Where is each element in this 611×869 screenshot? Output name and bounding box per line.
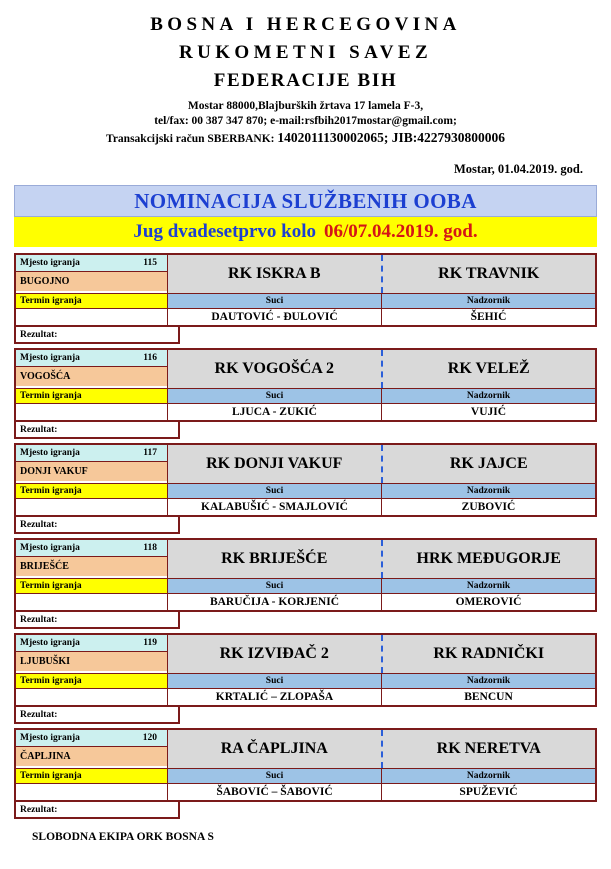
supervisor-value: ŠEHIĆ <box>382 309 595 325</box>
match-number: 120 <box>142 733 157 743</box>
city-name: DONJI VAKUF <box>16 462 167 481</box>
header-bank-account <box>14 130 597 146</box>
time-label: Termin igranja <box>16 579 168 593</box>
supervisor-value: BENCUN <box>382 689 595 705</box>
header-line-country: BOSNA I HERCEGOVINA <box>150 14 461 35</box>
place-label: Mjesto igranja <box>20 258 80 268</box>
place-label: Mjesto igranja <box>20 638 80 648</box>
supervisor-label: Nadzornik <box>382 484 595 498</box>
time-value <box>16 689 168 705</box>
result-label: Rezultat: <box>20 519 58 530</box>
time-value <box>16 404 168 420</box>
away-team: RK TRAVNIK <box>383 255 596 293</box>
referees-value: LJUCA - ZUKIĆ <box>168 404 382 420</box>
result-row <box>14 517 180 534</box>
referees-value: DAUTOVIĆ - ĐULOVIĆ <box>168 309 382 325</box>
city-name: BUGOJNO <box>16 272 167 291</box>
document-page <box>0 14 611 869</box>
away-team: RK JAJCE <box>383 445 596 483</box>
place-label-cell <box>16 540 167 557</box>
home-team: RK IZVIĐAČ 2 <box>168 635 383 673</box>
home-team: RK ISKRA B <box>168 255 383 293</box>
match-number: 117 <box>143 448 157 458</box>
place-label-cell <box>16 730 167 747</box>
supervisor-label: Nadzornik <box>382 389 595 403</box>
place-label-cell <box>16 445 167 462</box>
place-label: Mjesto igranja <box>20 353 80 363</box>
subtitle-banner <box>14 217 597 247</box>
supervisor-value: OMEROVIĆ <box>382 594 595 610</box>
time-label: Termin igranja <box>16 389 168 403</box>
place-label-cell <box>16 350 167 367</box>
away-team: RK RADNIČKI <box>383 635 596 673</box>
match-number: 118 <box>143 543 157 553</box>
match-row <box>14 348 597 439</box>
referees-value: BARUČIJA - KORJENIĆ <box>168 594 382 610</box>
result-row <box>14 327 180 344</box>
place-label-cell <box>16 255 167 272</box>
supervisor-label: Nadzornik <box>382 674 595 688</box>
supervisor-label: Nadzornik <box>382 579 595 593</box>
result-label: Rezultat: <box>20 424 58 435</box>
match-number: 115 <box>143 258 157 268</box>
place-label-cell <box>16 635 167 652</box>
title-banner <box>14 185 597 217</box>
result-label: Rezultat: <box>20 804 58 815</box>
place-date: Mostar, 01.04.2019. god. <box>453 162 583 176</box>
referees-label: Suci <box>168 484 382 498</box>
time-value <box>16 309 168 325</box>
referees-label: Suci <box>168 294 382 308</box>
city-name: ČAPLJINA <box>16 747 167 766</box>
match-row <box>14 728 597 819</box>
referees-label: Suci <box>168 769 382 783</box>
header-contact: tel/fax: 00 387 347 870; e-mail:rsfbih2017mostar@gmail.com; <box>154 115 457 127</box>
referees-value: KALABUŠIĆ - SMAJLOVIĆ <box>168 499 382 515</box>
place-label: Mjesto igranja <box>20 448 80 458</box>
time-label: Termin igranja <box>16 769 168 783</box>
match-row <box>14 538 597 629</box>
place-label: Mjesto igranja <box>20 543 80 553</box>
header-bank-value: 1402011130002065; JIB:4227930800006 <box>277 130 505 145</box>
supervisor-label: Nadzornik <box>382 769 595 783</box>
time-label: Termin igranja <box>16 484 168 498</box>
home-team: RK BRIJEŠĆE <box>168 540 383 578</box>
place-label: Mjesto igranja <box>20 733 80 743</box>
result-label: Rezultat: <box>20 709 58 720</box>
round-dates: 06/07.04.2019. god. <box>324 221 478 242</box>
home-team: RK DONJI VAKUF <box>168 445 383 483</box>
match-list <box>14 253 597 819</box>
time-value <box>16 784 168 800</box>
match-row <box>14 443 597 534</box>
time-value <box>16 594 168 610</box>
match-number: 119 <box>143 638 157 648</box>
supervisor-label: Nadzornik <box>382 294 595 308</box>
city-name: VOGOŠĆA <box>16 367 167 386</box>
result-row <box>14 422 180 439</box>
away-team: HRK MEĐUGORJE <box>383 540 596 578</box>
time-label: Termin igranja <box>16 294 168 308</box>
result-label: Rezultat: <box>20 614 58 625</box>
title-text: NOMINACIJA SLUŽBENIH OOBA <box>134 188 477 213</box>
round-label: Jug dvadesetprvo kolo <box>133 221 317 242</box>
header-line-federation: RUKOMETNI SAVEZ <box>178 42 433 63</box>
away-team: RK NERETVA <box>383 730 596 768</box>
time-value <box>16 499 168 515</box>
away-team: RK VELEŽ <box>383 350 596 388</box>
result-row <box>14 707 180 724</box>
match-row <box>14 633 597 724</box>
match-row <box>14 253 597 344</box>
home-team: RK VOGOŠĆA 2 <box>168 350 383 388</box>
city-name: LJUBUŠKI <box>16 652 167 671</box>
referees-value: ŠABOVIĆ – ŠABOVIĆ <box>168 784 382 800</box>
result-label: Rezultat: <box>20 329 58 340</box>
header-bank-label: Transakcijski račun SBERBANK: <box>106 133 278 145</box>
home-team: RA ČAPLJINA <box>168 730 383 768</box>
header-line-federation-bih: FEDERACIJE BIH <box>213 70 398 91</box>
time-label: Termin igranja <box>16 674 168 688</box>
match-number: 116 <box>143 353 157 363</box>
referees-label: Suci <box>168 389 382 403</box>
supervisor-value: ZUBOVIĆ <box>382 499 595 515</box>
result-row <box>14 612 180 629</box>
document-header <box>14 14 597 146</box>
supervisor-value: VUJIĆ <box>382 404 595 420</box>
referees-label: Suci <box>168 579 382 593</box>
footer-note: SLOBODNA EKIPA ORK BOSNA S <box>32 831 214 843</box>
header-address: Mostar 88000,Blajburških žrtava 17 lamela F-3, <box>187 100 424 112</box>
referees-label: Suci <box>168 674 382 688</box>
result-row <box>14 802 180 819</box>
city-name: BRIJEŠĆE <box>16 557 167 576</box>
supervisor-value: SPUŽEVIĆ <box>382 784 595 800</box>
referees-value: KRTALIĆ – ZLOPAŠA <box>168 689 382 705</box>
